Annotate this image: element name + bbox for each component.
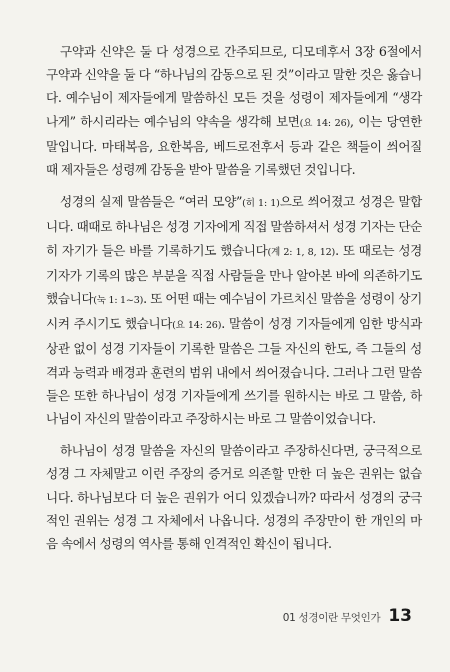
page-number: 13 [388,606,412,626]
paragraph-2 [46,190,422,430]
running-chapter-title: 01 성경이란 무엇인가 [282,612,381,624]
paragraph-1 [46,40,422,181]
paragraph-gap [46,430,422,439]
scripture-citation: (계 2: 1, 8, 12) [267,246,336,258]
body-text [46,40,422,555]
scripture-citation: (히 1: 1) [242,198,280,210]
page-footer [283,606,412,626]
paragraph-3 [46,439,422,555]
paragraph-2-segment-5: . 또 때로는 성경 기자가 기록의 많은 부분을 직접 사람들을 만나 알아본 바에 의존하기도 했습니다 [46,242,422,307]
paragraph-2-segment-3: 으로 씌어졌고 성경은 말합니다. 때때로 하나님은 성경 기자에게 직접 말씀하셔서 성경 기자는 단순히 자기가 들은 바를 기록하기도 했습니다 [46,194,422,258]
scripture-citation: (요 14: 26) [172,320,222,332]
paragraph-gap [46,181,422,190]
paragraph-1-segment-1: 구약과 신약은 둘 다 성경으로 간주되므로, 디모데후서 3장 6절에서 구약과 신약을 둘 다 “하나님의 감동으로 된 것”이라고 말한 것은 옳습니다. 예수님이 제자들에게 말씀하신 모든 것을 성령이 제자들에게 “생각나게” 하시리라는 예수님의 약속을 생각해 보면 [46,44,422,129]
scripture-citation: (눅 1: 1~3) [93,295,144,307]
paragraph-3-segment-1: 하나님이 성경 말씀을 자신의 말씀이라고 주장하신다면, 궁극적으로 성경 그 자체말고 이런 주장의 증거로 의존할 만한 더 높은 권위는 없습니다. 하나님보다 더 높은 권위가 어디 있겠습니까? 따라서 성경의 궁극적인 권위는 성경 그 자체에서 나옵니다. 성경의 주장만이 한 개인의 마음 속에서 성령의 역사를 통해 인격적인 확신이 됩니다. [46,443,422,552]
paragraph-2-segment-7: . 또 어떤 때는 예수님이 가르치신 말씀을 성령이 상기시켜 주시기도 했습니다 [46,291,423,332]
paragraph-2-segment-1: 성경의 실제 말씀들은 “여러 모양” [60,194,243,210]
paragraph-2-segment-9: . 말씀이 성경 기자들에게 임한 방식과 상관 없이 성경 기자들이 기록한 말씀은 그들 자신의 한도, 즉 그들의 성격과 능력과 배경과 훈련의 범위 내에서 씌어졌습니다. 그러나 그런 말씀들은 또한 하나님이 성경 기자들에게 쓰기를 원하시는 바로 그 말씀, 하나님이 자신의 말씀이라고 주장하시는 바로 그 말씀이었습니다. [46,316,422,427]
paragraph-1-segment-3: , 이는 당연한 말입니다. 마태복음, 요한복음, 베드로전후서 등과 같은 책들이 씌어질 때 제자들은 성령께 감동을 받아 말씀을 기록했던 것입니다. [46,113,422,178]
scripture-citation: (요 14: 26) [299,117,351,129]
